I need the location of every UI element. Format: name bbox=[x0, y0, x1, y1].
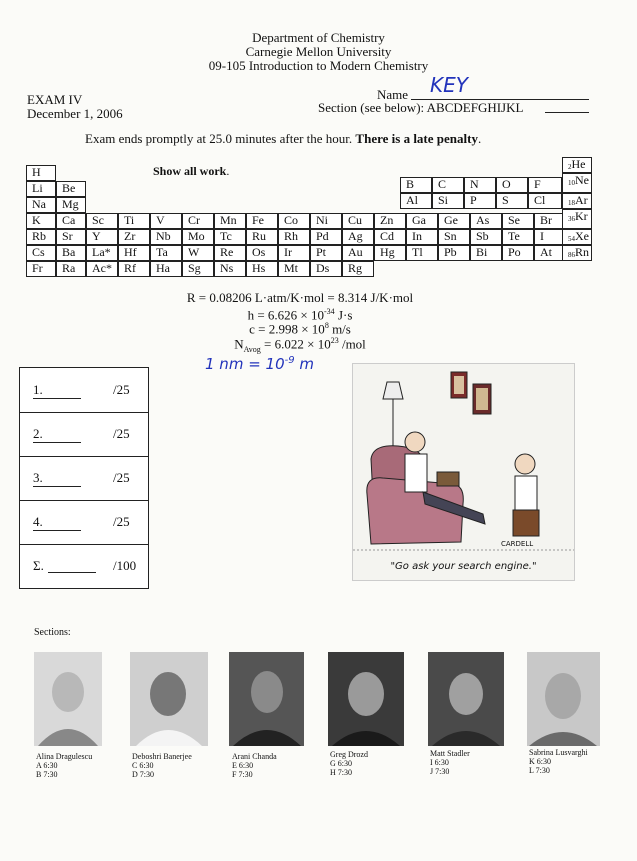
atomic-number: 86 bbox=[568, 251, 575, 259]
element-cell: Be bbox=[56, 181, 86, 197]
element-cell: Ni bbox=[310, 213, 342, 229]
element-symbol: Ar bbox=[575, 193, 588, 207]
element-cell: Te bbox=[502, 229, 534, 245]
n-value: = 6.022 × 10 bbox=[260, 336, 331, 352]
element-cell: Al bbox=[400, 193, 432, 209]
instructor-photo bbox=[34, 652, 102, 746]
cartoon-drawing bbox=[353, 364, 574, 580]
element-cell: Br bbox=[534, 213, 568, 229]
element-cell: Hg bbox=[374, 245, 406, 261]
score-row-4 bbox=[20, 500, 148, 545]
score-row-total bbox=[20, 544, 148, 588]
score-label: 3. bbox=[33, 470, 43, 485]
element-cell: O bbox=[496, 177, 528, 193]
section-line bbox=[545, 112, 589, 113]
instructor-caption bbox=[132, 752, 192, 779]
score-label: 2. bbox=[33, 426, 43, 441]
section-time: C 6:30 bbox=[132, 761, 154, 770]
element-cell: P bbox=[464, 193, 496, 209]
element-cell: Ha bbox=[150, 261, 182, 277]
instructor-name: Arani Chanda bbox=[232, 752, 277, 761]
element-cell: Tc bbox=[214, 229, 246, 245]
element-cell bbox=[562, 209, 592, 229]
element-cell: Ac* bbox=[86, 261, 118, 277]
element-cell: Tl bbox=[406, 245, 438, 261]
gas-constant: R = 0.08206 L·atm/K·mol = 8.314 J/K·mol bbox=[186, 290, 414, 305]
element-cell: Cu bbox=[342, 213, 374, 229]
element-cell: N bbox=[464, 177, 496, 193]
instructor-caption bbox=[232, 752, 277, 779]
cartoon-signature: CARDELL bbox=[501, 540, 534, 548]
instructor-photo bbox=[328, 652, 404, 746]
score-max: /25 bbox=[113, 426, 130, 441]
score-row-3 bbox=[20, 456, 148, 501]
element-cell: Bi bbox=[470, 245, 502, 261]
score-max: /25 bbox=[113, 470, 130, 485]
name-handwritten: KEY bbox=[430, 73, 468, 97]
element-cell: I bbox=[534, 229, 568, 245]
person-photo-icon bbox=[527, 652, 600, 746]
element-cell: Sg bbox=[182, 261, 214, 277]
element-cell: Na bbox=[26, 197, 56, 213]
note-text: 1 nm = 10 bbox=[205, 355, 285, 373]
n-subscript: Avog bbox=[243, 344, 261, 354]
n-unit: /mol bbox=[338, 336, 366, 352]
element-cell: Fe bbox=[246, 213, 278, 229]
instructor-name: Sabrina Lusvarghi bbox=[529, 748, 588, 757]
element-cell: Cd bbox=[374, 229, 406, 245]
score-label: Σ. bbox=[33, 558, 44, 573]
atomic-number: 2 bbox=[568, 163, 572, 171]
atomic-number: 18 bbox=[568, 199, 575, 207]
score-max: /25 bbox=[113, 382, 130, 397]
note-exponent: -9 bbox=[284, 355, 295, 366]
element-cell: Rf bbox=[118, 261, 150, 277]
element-cell: B bbox=[400, 177, 432, 193]
section-time: K 6:30 bbox=[529, 757, 551, 766]
element-symbol: Ne bbox=[575, 173, 589, 187]
section-time: L 7:30 bbox=[529, 766, 550, 775]
speed-of-light bbox=[150, 319, 450, 335]
instructor-name: Alina Dragulescu bbox=[36, 752, 93, 761]
person-photo-icon bbox=[229, 652, 304, 746]
person-photo-icon bbox=[428, 652, 504, 746]
university: Carnegie Mellon University bbox=[245, 44, 392, 59]
exam-notice bbox=[85, 131, 481, 147]
element-cell: Au bbox=[342, 245, 374, 261]
element-cell: Hs bbox=[246, 261, 278, 277]
name-label: Name bbox=[377, 87, 409, 102]
element-cell: Ba bbox=[56, 245, 86, 261]
element-cell: Sr bbox=[56, 229, 86, 245]
sections-label: Sections: bbox=[34, 627, 71, 638]
score-label: 1. bbox=[33, 382, 43, 397]
person-photo-icon bbox=[34, 652, 102, 746]
n-exponent: 23 bbox=[330, 336, 339, 345]
notice-end: . bbox=[477, 131, 482, 146]
person-photo-icon bbox=[130, 652, 208, 746]
section-time: I 6:30 bbox=[430, 758, 449, 767]
n-text: N bbox=[234, 336, 244, 352]
element-symbol: Xe bbox=[575, 229, 589, 243]
element-cell: As bbox=[470, 213, 502, 229]
element-cell: Si bbox=[432, 193, 464, 209]
show-work-text: Show all work bbox=[153, 164, 227, 178]
element-cell: Sc bbox=[86, 213, 118, 229]
element-cell: H bbox=[26, 165, 56, 181]
element-cell: Nb bbox=[150, 229, 182, 245]
element-cell: Pt bbox=[310, 245, 342, 261]
instructor-photo bbox=[130, 652, 208, 746]
h-unit: J·s bbox=[334, 307, 353, 323]
show-work-end: . bbox=[226, 164, 230, 178]
element-cell: Zr bbox=[118, 229, 150, 245]
element-cell: Y bbox=[86, 229, 118, 245]
element-cell: Cl bbox=[528, 193, 562, 209]
instructor-caption bbox=[330, 750, 368, 777]
element-cell: Hf bbox=[118, 245, 150, 261]
atomic-number: 54 bbox=[568, 235, 575, 243]
element-cell: Cs bbox=[26, 245, 56, 261]
element-cell: Mg bbox=[56, 197, 86, 213]
exam-title: EXAM IV bbox=[27, 92, 83, 107]
score-row-2 bbox=[20, 412, 148, 457]
element-cell: C bbox=[432, 177, 464, 193]
element-cell: Fr bbox=[26, 261, 56, 277]
instructor-photo bbox=[428, 652, 504, 746]
element-cell: Po bbox=[502, 245, 534, 261]
score-blank[interactable] bbox=[33, 530, 81, 531]
atomic-number: 36 bbox=[568, 215, 575, 223]
section-time: E 6:30 bbox=[232, 761, 254, 770]
element-cell: Co bbox=[278, 213, 310, 229]
section-time: A 6:30 bbox=[36, 761, 58, 770]
score-blank[interactable] bbox=[48, 572, 96, 573]
section-time: H 7:30 bbox=[330, 768, 352, 777]
element-symbol: Kr bbox=[575, 209, 588, 223]
element-cell: Rh bbox=[278, 229, 310, 245]
score-row-1 bbox=[20, 368, 148, 413]
note-unit: m bbox=[294, 355, 314, 373]
element-cell: Os bbox=[246, 245, 278, 261]
element-cell: Re bbox=[214, 245, 246, 261]
periodic-table bbox=[26, 157, 596, 277]
instructor-name: Deboshri Banerjee bbox=[132, 752, 192, 761]
score-max: /25 bbox=[113, 514, 130, 529]
score-blank[interactable] bbox=[33, 398, 81, 399]
element-cell: Rb bbox=[26, 229, 56, 245]
person-photo-icon bbox=[328, 652, 404, 746]
exam-date: December 1, 2006 bbox=[27, 106, 123, 121]
element-cell: V bbox=[150, 213, 182, 229]
instructor-name: Matt Stadler bbox=[430, 749, 470, 758]
section-time: G 6:30 bbox=[330, 759, 352, 768]
element-cell: Ta bbox=[150, 245, 182, 261]
element-cell bbox=[562, 157, 592, 173]
element-cell: Ir bbox=[278, 245, 310, 261]
element-cell: In bbox=[406, 229, 438, 245]
instructor-photo bbox=[229, 652, 304, 746]
element-cell: Mt bbox=[278, 261, 310, 277]
element-cell: W bbox=[182, 245, 214, 261]
h-text: h = 6.626 × 10 bbox=[247, 307, 325, 323]
cartoon-caption: "Go ask your search engine." bbox=[390, 561, 537, 572]
element-cell: Se bbox=[502, 213, 534, 229]
notice-text: Exam ends promptly at 25.0 minutes after the hour. bbox=[85, 131, 353, 146]
element-cell: At bbox=[534, 245, 568, 261]
handwritten-note bbox=[205, 355, 314, 373]
element-cell: S bbox=[496, 193, 528, 209]
course-title: 09-105 Introduction to Modern Chemistry bbox=[208, 58, 429, 73]
element-cell: Ga bbox=[406, 213, 438, 229]
element-cell bbox=[562, 173, 592, 193]
section-time: B 7:30 bbox=[36, 770, 58, 779]
element-cell: La* bbox=[86, 245, 118, 261]
instructor-name: Greg Drozd bbox=[330, 750, 368, 759]
avogadro-number bbox=[150, 334, 450, 356]
element-cell: K bbox=[26, 213, 56, 229]
element-cell: Mo bbox=[182, 229, 214, 245]
element-cell: Ti bbox=[118, 213, 150, 229]
section-time: D 7:30 bbox=[132, 770, 154, 779]
element-cell: Zn bbox=[374, 213, 406, 229]
section-time: J 7:30 bbox=[430, 767, 450, 776]
late-penalty: There is a late penalty bbox=[355, 131, 478, 146]
score-max: /100 bbox=[113, 558, 137, 573]
c-text: c = 2.998 × 10 bbox=[249, 321, 325, 337]
score-table bbox=[19, 367, 149, 589]
element-cell: Ns bbox=[214, 261, 246, 277]
element-cell bbox=[562, 245, 592, 261]
element-cell: Ds bbox=[310, 261, 342, 277]
element-cell: Pd bbox=[310, 229, 342, 245]
element-cell: Sn bbox=[438, 229, 470, 245]
element-cell: Pb bbox=[438, 245, 470, 261]
element-cell: Ra bbox=[56, 261, 86, 277]
section-label: Section (see below): ABCDEFGHIJKL bbox=[318, 100, 524, 115]
c-unit: m/s bbox=[328, 321, 351, 337]
element-cell: Ag bbox=[342, 229, 374, 245]
element-cell: F bbox=[528, 177, 562, 193]
section-time: F 7:30 bbox=[232, 770, 253, 779]
department: Department of Chemistry bbox=[252, 30, 385, 45]
element-symbol: He bbox=[571, 157, 586, 171]
element-cell: Ge bbox=[438, 213, 470, 229]
cartoon bbox=[352, 363, 575, 581]
element-cell: Cr bbox=[182, 213, 214, 229]
instructor-photo bbox=[527, 652, 600, 746]
h-exponent: -34 bbox=[324, 307, 335, 316]
element-cell: Rg bbox=[342, 261, 374, 277]
instructor-caption bbox=[36, 752, 92, 779]
instructor-caption bbox=[430, 749, 470, 776]
score-blank[interactable] bbox=[33, 442, 81, 443]
instructor-caption bbox=[529, 748, 588, 775]
element-cell: Mn bbox=[214, 213, 246, 229]
score-label: 4. bbox=[33, 514, 43, 529]
element-cell: Sb bbox=[470, 229, 502, 245]
element-symbol: Rn bbox=[575, 245, 590, 259]
element-cell bbox=[562, 229, 592, 245]
element-cell: Ru bbox=[246, 229, 278, 245]
element-cell: Li bbox=[26, 181, 56, 197]
atomic-number: 10 bbox=[568, 179, 575, 187]
element-cell bbox=[562, 193, 592, 209]
c-exponent: 8 bbox=[324, 321, 329, 330]
element-cell: Ca bbox=[56, 213, 86, 229]
score-blank[interactable] bbox=[33, 486, 81, 487]
